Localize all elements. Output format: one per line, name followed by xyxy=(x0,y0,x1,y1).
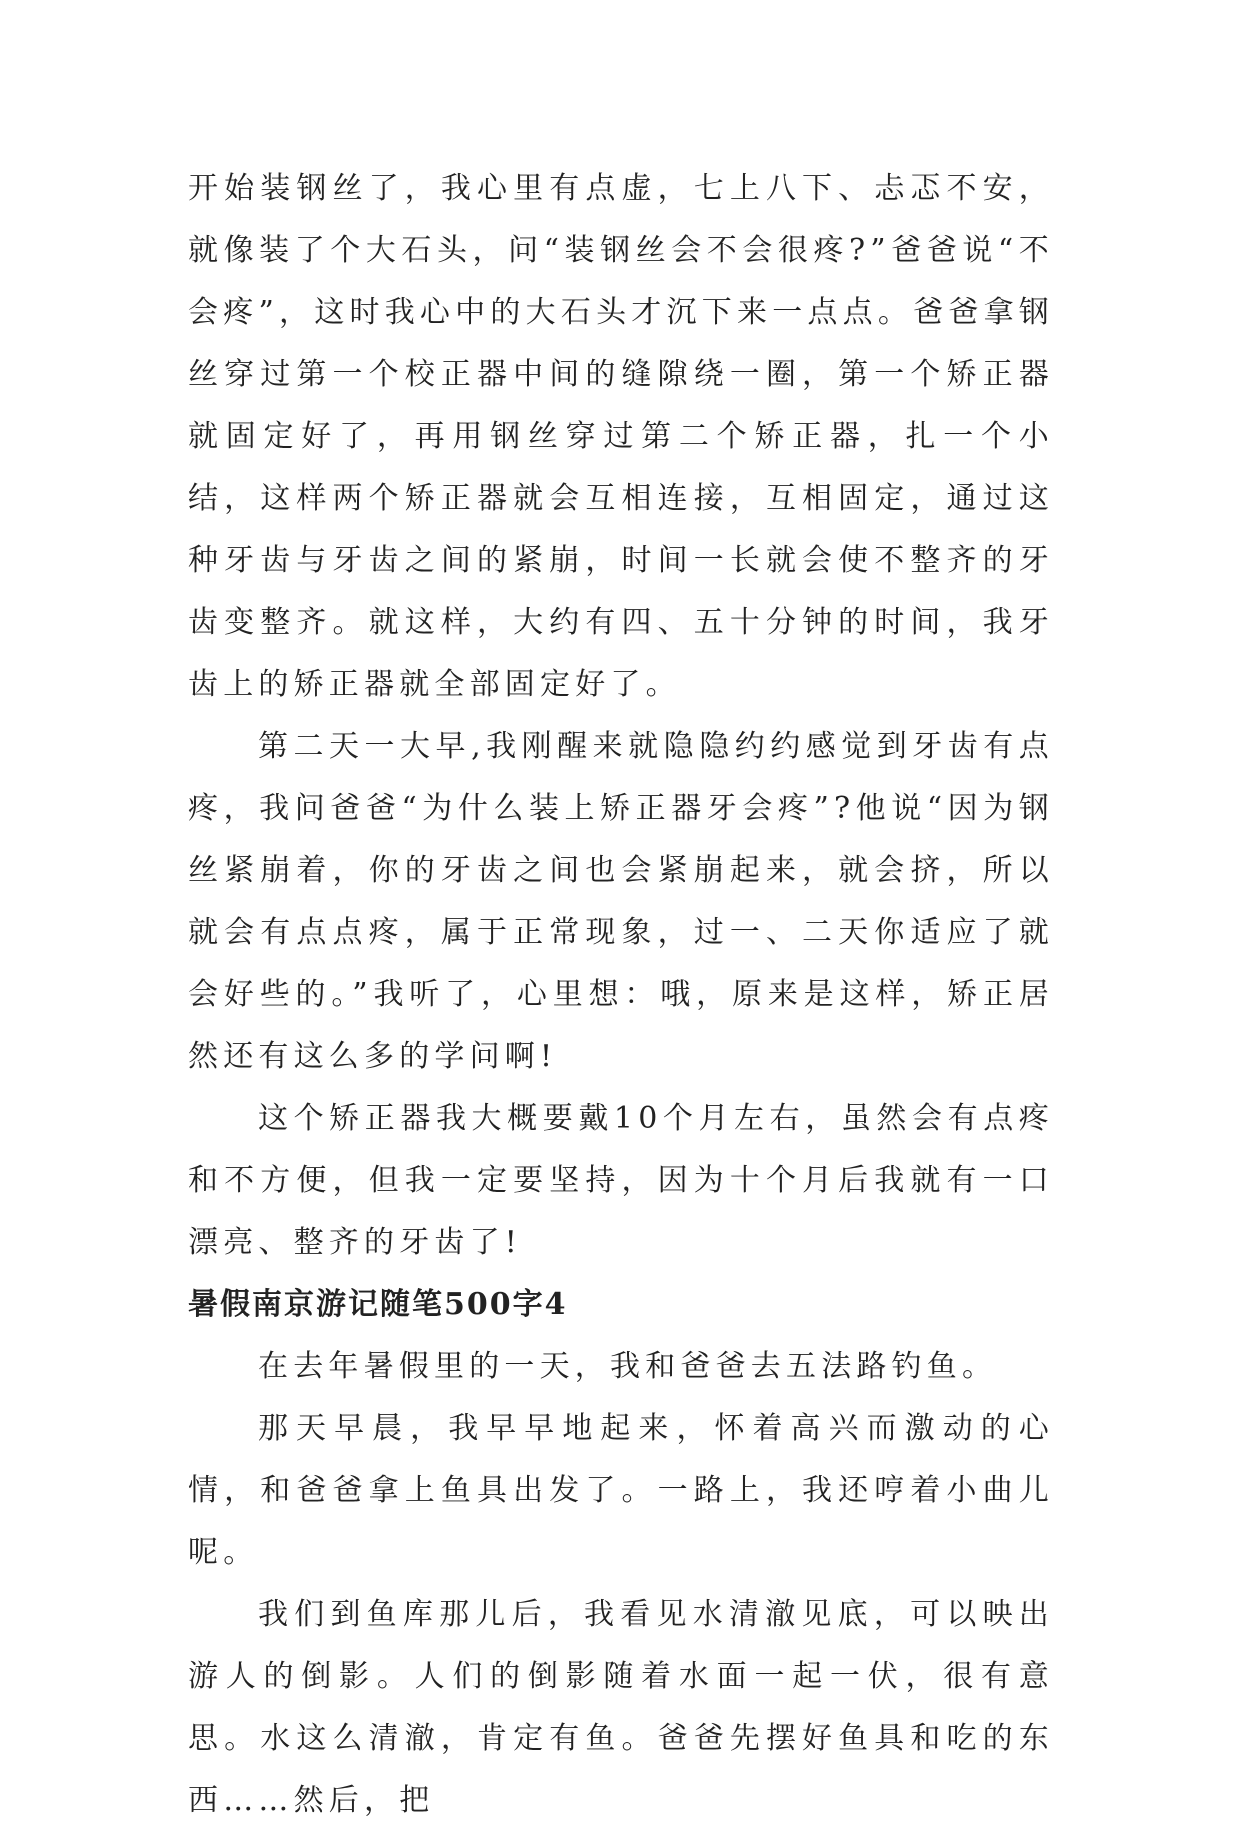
section-title: 暑假南京游记随笔500字4 xyxy=(188,1287,568,1322)
paragraph-reservoir: 我们到鱼库那儿后，我看见水清澈见底，可以映出游人的倒影。人们的倒影随着水面一起一伏，很有意思。水这么清澈，肯定有鱼。爸爸先摆好鱼具和吃的东西……然后，把 xyxy=(188,1597,1054,1818)
paragraph-morning: 那天早晨，我早早地起来，怀着高兴而激动的心情，和爸爸拿上鱼具出发了。一路上，我还哼着小曲儿呢。 xyxy=(188,1411,1054,1570)
paragraph-fishing-intro: 在去年暑假里的一天，我和爸爸去五法路钓鱼。 xyxy=(258,1349,998,1384)
paragraph-continued: 开始装钢丝了，我心里有点虚，七上八下、忐忑不安，就像装了个大石头，问“装钢丝会不会很疼?”爸爸说“不会疼”，这时我心中的大石头才沉下来一点点。爸爸拿钢丝穿过第一个校正器中间的缝隙绕一圈，第一个矫正器就固定好了，再用钢丝穿过第二个矫正器，扎一个小结，这样两个矫正器就会互相连接，互相固定，通过这种牙齿与牙齿之间的紧崩，时间一长就会使不整齐的牙齿变整齐。就这样，大约有四、五十分钟的时间，我牙齿上的矫正器就全部固定好了。 xyxy=(188,171,1054,702)
document-body xyxy=(188,158,1054,1832)
paragraph-next-day: 第二天一大早,我刚醒来就隐隐约约感觉到牙齿有点疼，我问爸爸“为什么装上矫正器牙会疼”?他说“因为钢丝紧崩着，你的牙齿之间也会紧崩起来，就会挤，所以就会有点点疼，属于正常现象，过一、二天你适应了就会好些的。”我听了，心里想：哦，原来是这样，矫正居然还有这么多的学问啊! xyxy=(188,729,1054,1074)
paragraph-ten-months: 这个矫正器我大概要戴10个月左右，虽然会有点疼和不方便，但我一定要坚持，因为十个月后我就有一口漂亮、整齐的牙齿了! xyxy=(188,1101,1054,1260)
